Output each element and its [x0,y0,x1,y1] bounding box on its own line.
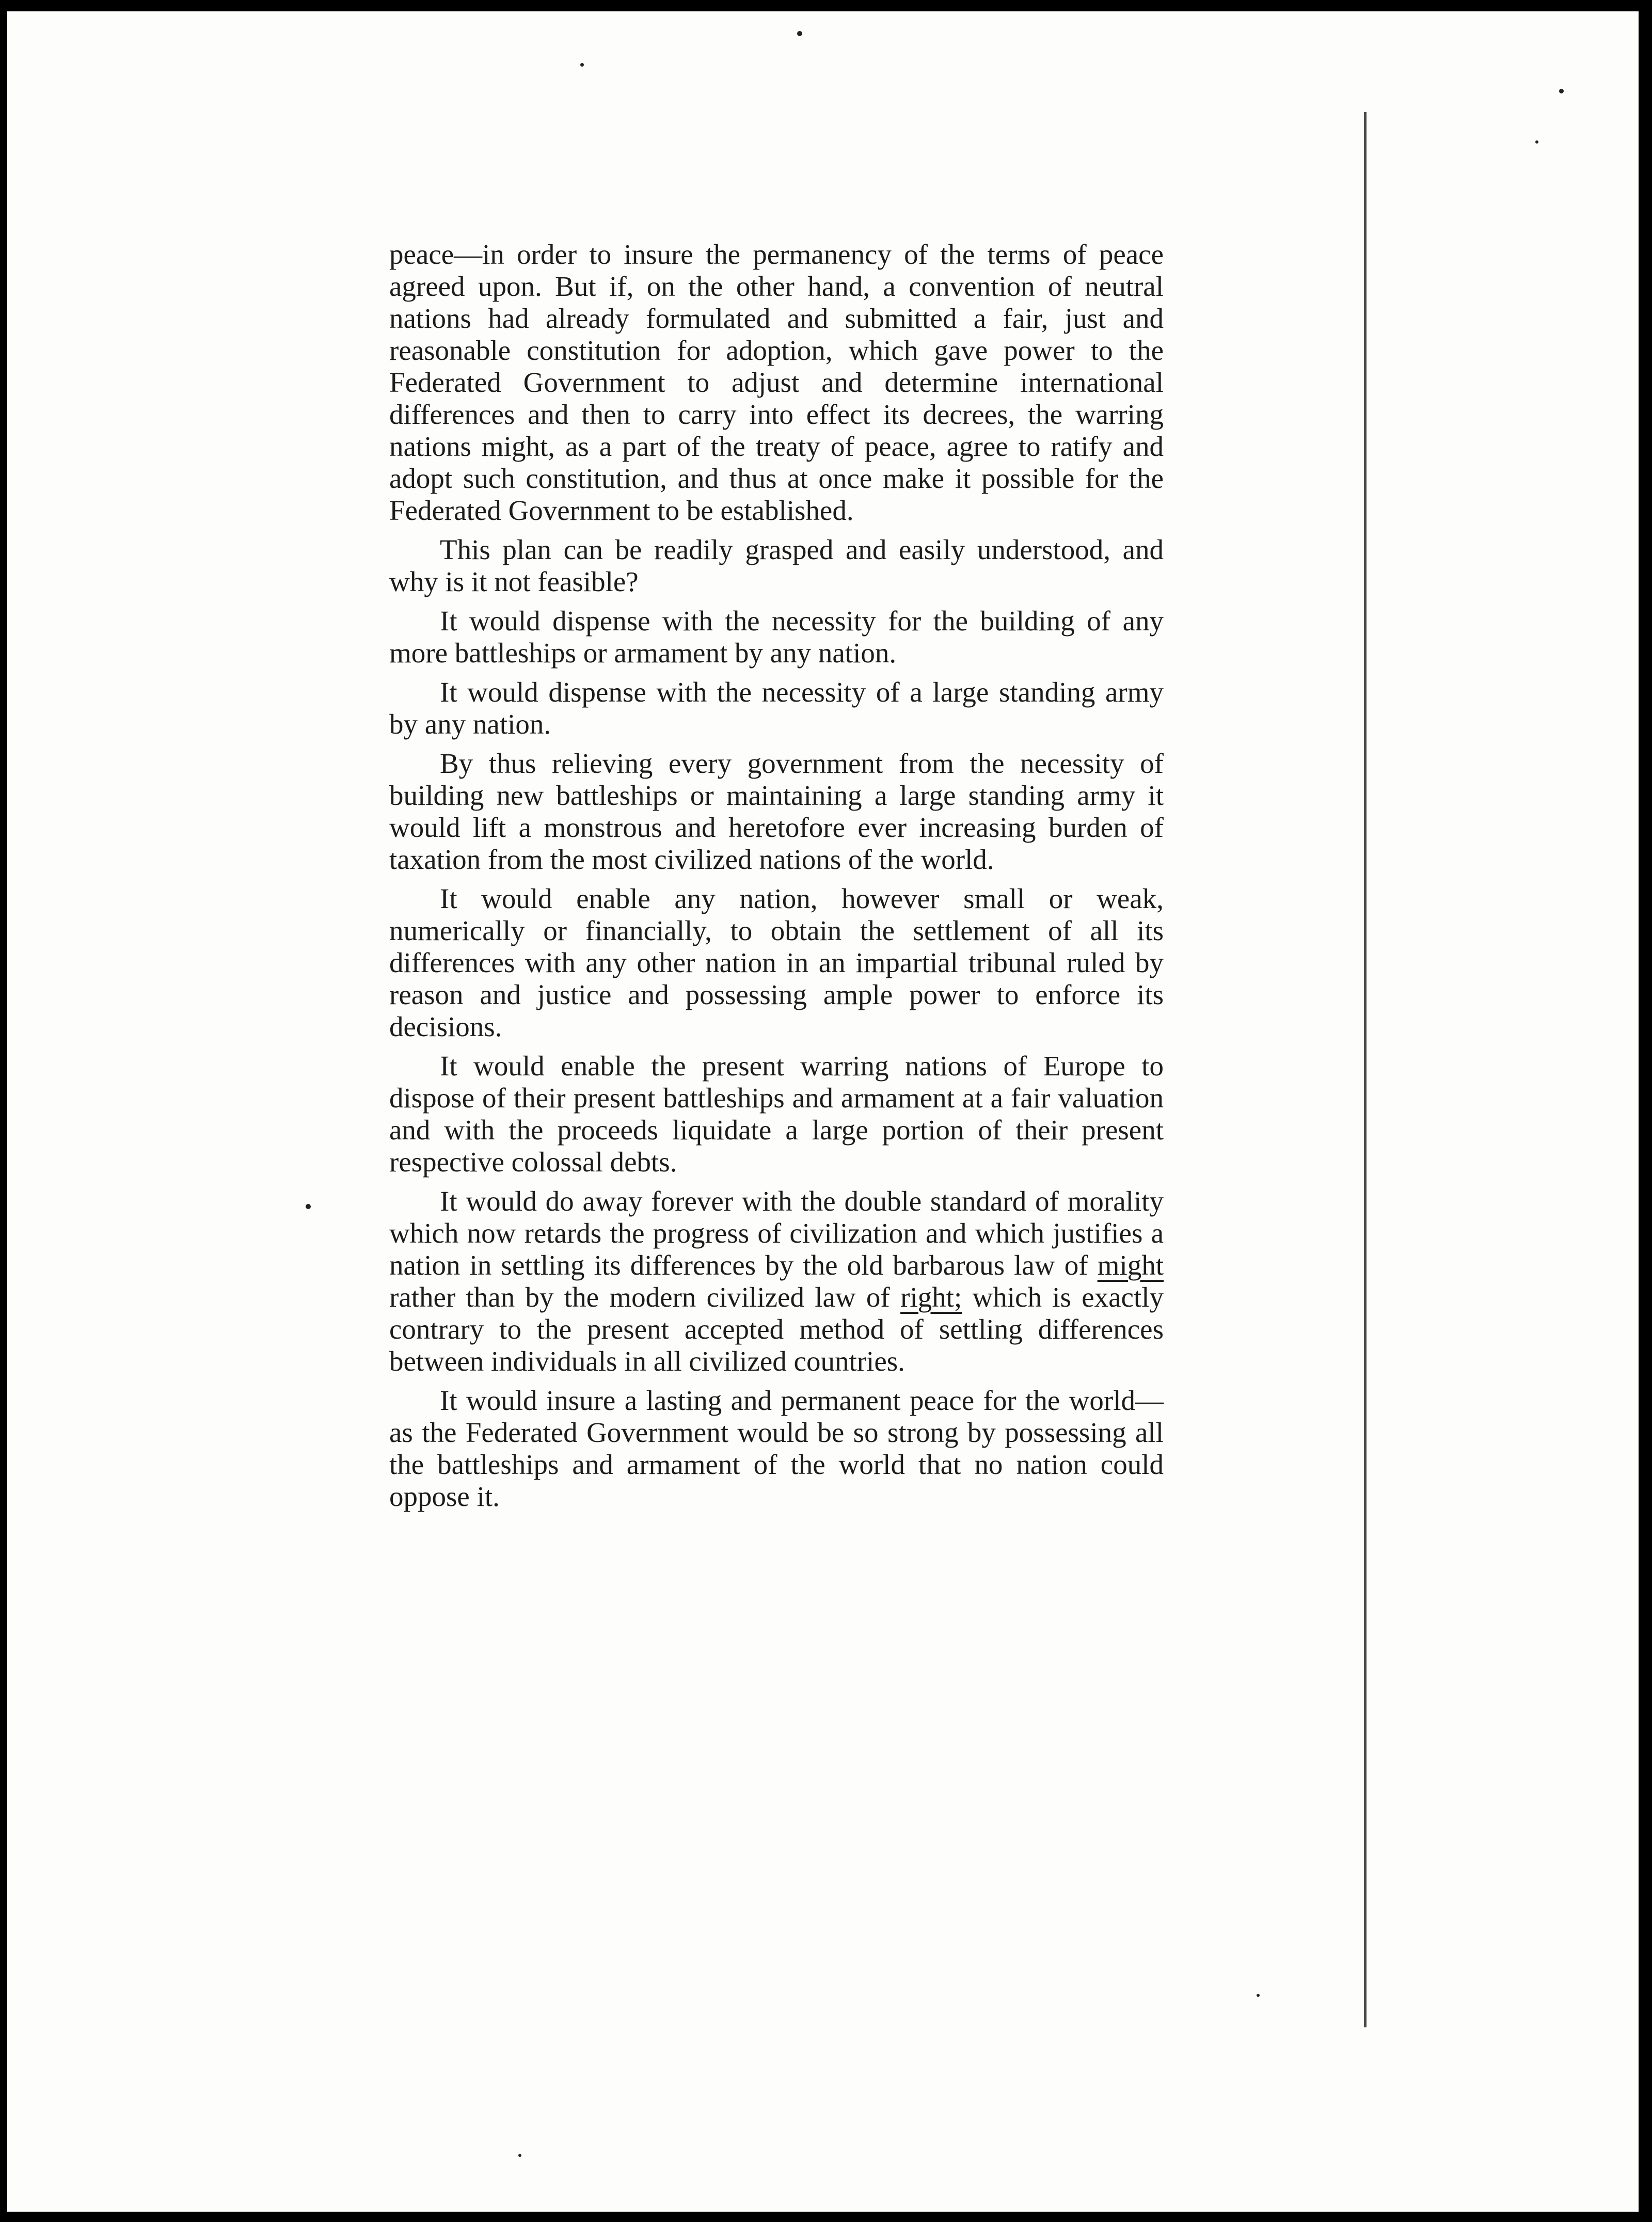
paragraph: peace—in order to insure the permanency of the terms of peace agreed upon. But if, on the other hand, a convention of neutral nations had already formulated and submitted a fair, just and reasonable constitution for adoption, which gave power to the Federated Government to adjust and determine international differences and then to carry into effect its decrees, the warring nations might, as a part of the treaty of peace, agree to ratify and adopt such constitution, and thus at once make it possible for the Federated Government to be established. [389,239,1164,526]
underlined-word-might: might [1097,1249,1164,1281]
paragraph-text: It would do away forever with the double standard of morality which now retards the progress of civilization and which justifies a nation in settling its differences by the old barbarous law of [389,1185,1164,1281]
scan-speck [580,63,584,67]
paragraph: It would enable any nation, however small or weak, numerically or financially, to obtain the settlement of all its differences with any other nation in an impartial tribunal ruled by reason and justice and possessing ample power to enforce its decisions. [389,883,1164,1042]
paragraph: It would dispense with the necessity of a large standing army by any nation. [389,676,1164,740]
paragraph: It would insure a lasting and permanent peace for the world—as the Federated Government would be so strong by possessing all the battleships and armament of the world that no nation could oppose it. [389,1385,1164,1512]
underlined-word-right: right; [900,1281,962,1313]
paragraph: It would dispense with the necessity for the building of any more battleships or armament by any nation. [389,605,1164,669]
margin-rule [1364,112,1367,2027]
paragraph [389,1185,1164,1377]
scan-speck [797,31,802,36]
paragraph: It would enable the present warring nations of Europe to dispose of their present battleships and armament at a fair valuation and with the proceeds liquidate a large portion of their present respective colossal debts. [389,1050,1164,1178]
scan-speck [306,1204,311,1209]
paragraph-text: rather than by the modern civilized law of [389,1281,890,1313]
scan-speck [1257,1994,1260,1997]
scan-speck [518,2154,521,2157]
document-body [389,239,1164,1520]
paragraph: This plan can be readily grasped and easily understood, and why is it not feasible? [389,534,1164,597]
scan-speck [1559,89,1564,93]
scan-speck [1535,140,1538,144]
scanned-page [7,11,1639,2212]
paragraph-text: which is exactly contrary to the present accepted method of settling differences between individuals in all civilized countries. [389,1281,1164,1377]
paragraph: By thus relieving every government from the necessity of building new battleships or maintaining a large standing army it would lift a monstrous and heretofore ever increasing burden of taxation from the most civilized nations of the world. [389,748,1164,875]
